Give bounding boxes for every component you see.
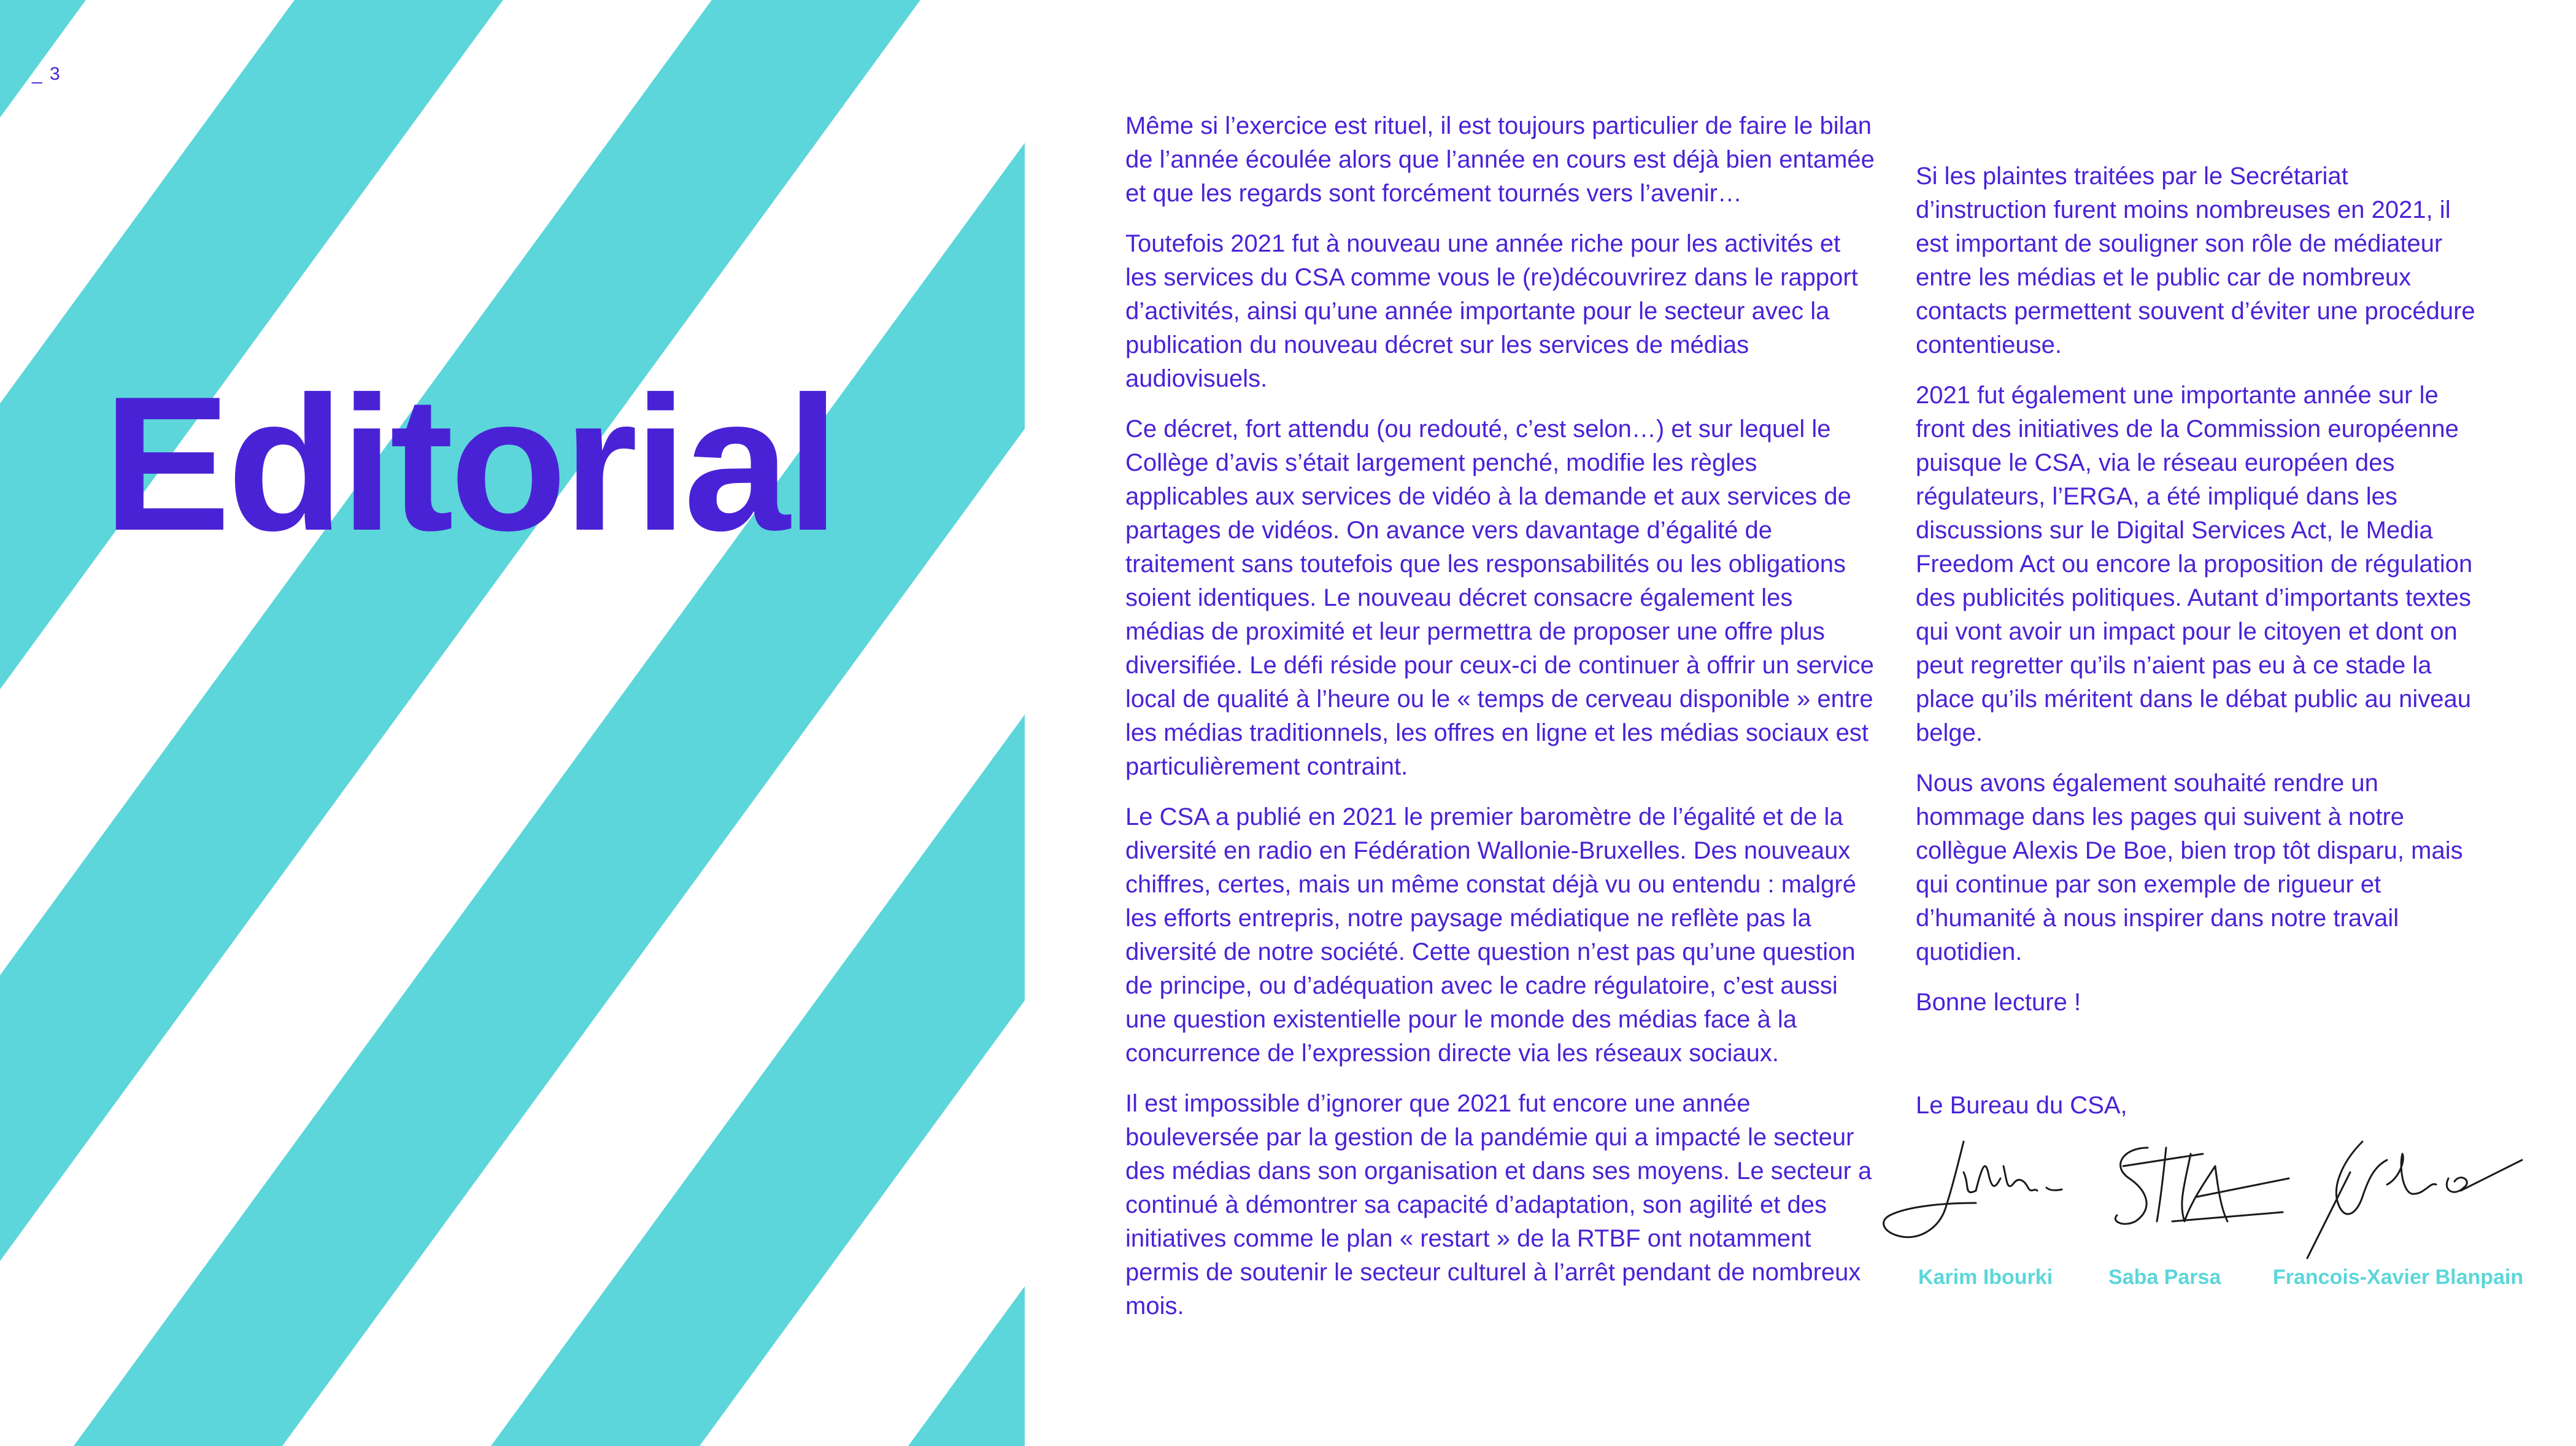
signatory-name: Saba Parsa: [2108, 1266, 2221, 1289]
paragraph: Si les plaintes traitées par le Secrétariat d’instruction furent moins nombreuses en 2021, il est important de souligner son rôle de médiateur entre les médias et le public car de nombreux contacts permettent souvent d’éviter une procédure contentieuse.: [1916, 163, 2475, 358]
diagonal-stripes-pattern: [0, 0, 1025, 1446]
signature-karim-ibourki: [1872, 1129, 2074, 1264]
signature-francois-xavier-blanpain: [2295, 1123, 2528, 1270]
page-title: Editorial: [103, 357, 836, 571]
paragraph: Nous avons également souhaité rendre un hommage dans les pages qui suivent à notre collègue Alexis De Boe, bien trop tôt disparu, mais qui continue par son exemple de rigueur et d’humanité à nous inspirer dans notre travail quotidien.: [1916, 770, 2463, 965]
signature-saba-parsa: [2099, 1129, 2295, 1252]
editorial-column-right: [1916, 160, 2480, 1036]
paragraph: 2021 fut également une importante année sur le front des initiatives de la Commission européenne puisque le CSA, via le réseau européen des régulateurs, l’ERGA, a été impliqué dans les discussions sur le Digital Services Act, le Media Freedom Act ou encore la proposition de régulation des publicités politiques. Autant d’importants textes qui vont avoir un impact pour le citoyen et dont on peut regretter qu’ils n’aient pas eu à ce stade la place qu’ils méritent dans le débat public au niveau belge.: [1916, 382, 2473, 746]
paragraph: Ce décret, fort attendu (ou redouté, c’est selon…) et sur lequel le Collège d’avis s’était largement penché, modifie les règles applicables aux services de vidéo à la demande et aux services de partages de vidéos. On avance vers davantage d’égalité de traitement sans toutefois que les responsabilités ou les obligations soient identiques. Le nouveau décret consacre également les médias de proximité et leur permettra de proposer une offre plus diversifiée. Le défi réside pour ceux-ci de continuer à offrir un service local de qualité à l’heure ou le « temps de cerveau disponible » entre les médias traditionnels, les offres en ligne et les médias sociaux est particulièrement contraint.: [1125, 416, 1874, 780]
editorial-column-left: [1125, 109, 1878, 1340]
paragraph: Toutefois 2021 fut à nouveau une année riche pour les activités et les services du CSA comme vous le (re)découvrirez dans le rapport d’activités, ainsi qu’une année importante pour le secteur avec la publication du nouveau décret sur les services de médias audiovisuels.: [1125, 230, 1858, 392]
paragraph: Même si l’exercice est rituel, il est toujours particulier de faire le bilan de l’année écoulée alors que l’année en cours est déjà bien entamée et que les regards sont forcément tournés vers l’avenir…: [1125, 112, 1875, 207]
signatory-name: Karim Ibourki: [1918, 1266, 2053, 1289]
paragraph: Le CSA a publié en 2021 le premier baromètre de l’égalité et de la diversité en radio en Fédération Wallonie-Bruxelles. Des nouveaux chiffres, certes, mais un même constat déjà vu ou entendu : malgré les efforts entrepris, notre paysage médiatique ne reflète pas la diversité de notre société. Cette question n’est pas qu’une question de principe, ou d’adéquation avec le cadre régulatoire, c’est aussi une question existentielle pour le monde des médias face à la concurrence de l’expression directe via les réseaux sociaux.: [1125, 803, 1856, 1067]
page-number: _ 3: [32, 64, 61, 84]
signoff: Le Bureau du CSA,: [1916, 1092, 2127, 1119]
signatory-name: Francois-Xavier Blanpain: [2273, 1266, 2524, 1289]
paragraph: Il est impossible d’ignorer que 2021 fut encore une année bouleversée par la gestion de la pandémie qui a impacté le secteur des médias dans son organisation et dans ses moyens. Le secteur a continué à démontrer sa capacité d’adaptation, son agilité et des initiatives comme le plan « restart » de la RTBF ont notamment permis de soutenir le secteur culturel à l’arrêt pendant de nombreux mois.: [1125, 1090, 1872, 1320]
closing-line: Bonne lecture !: [1916, 989, 2081, 1016]
